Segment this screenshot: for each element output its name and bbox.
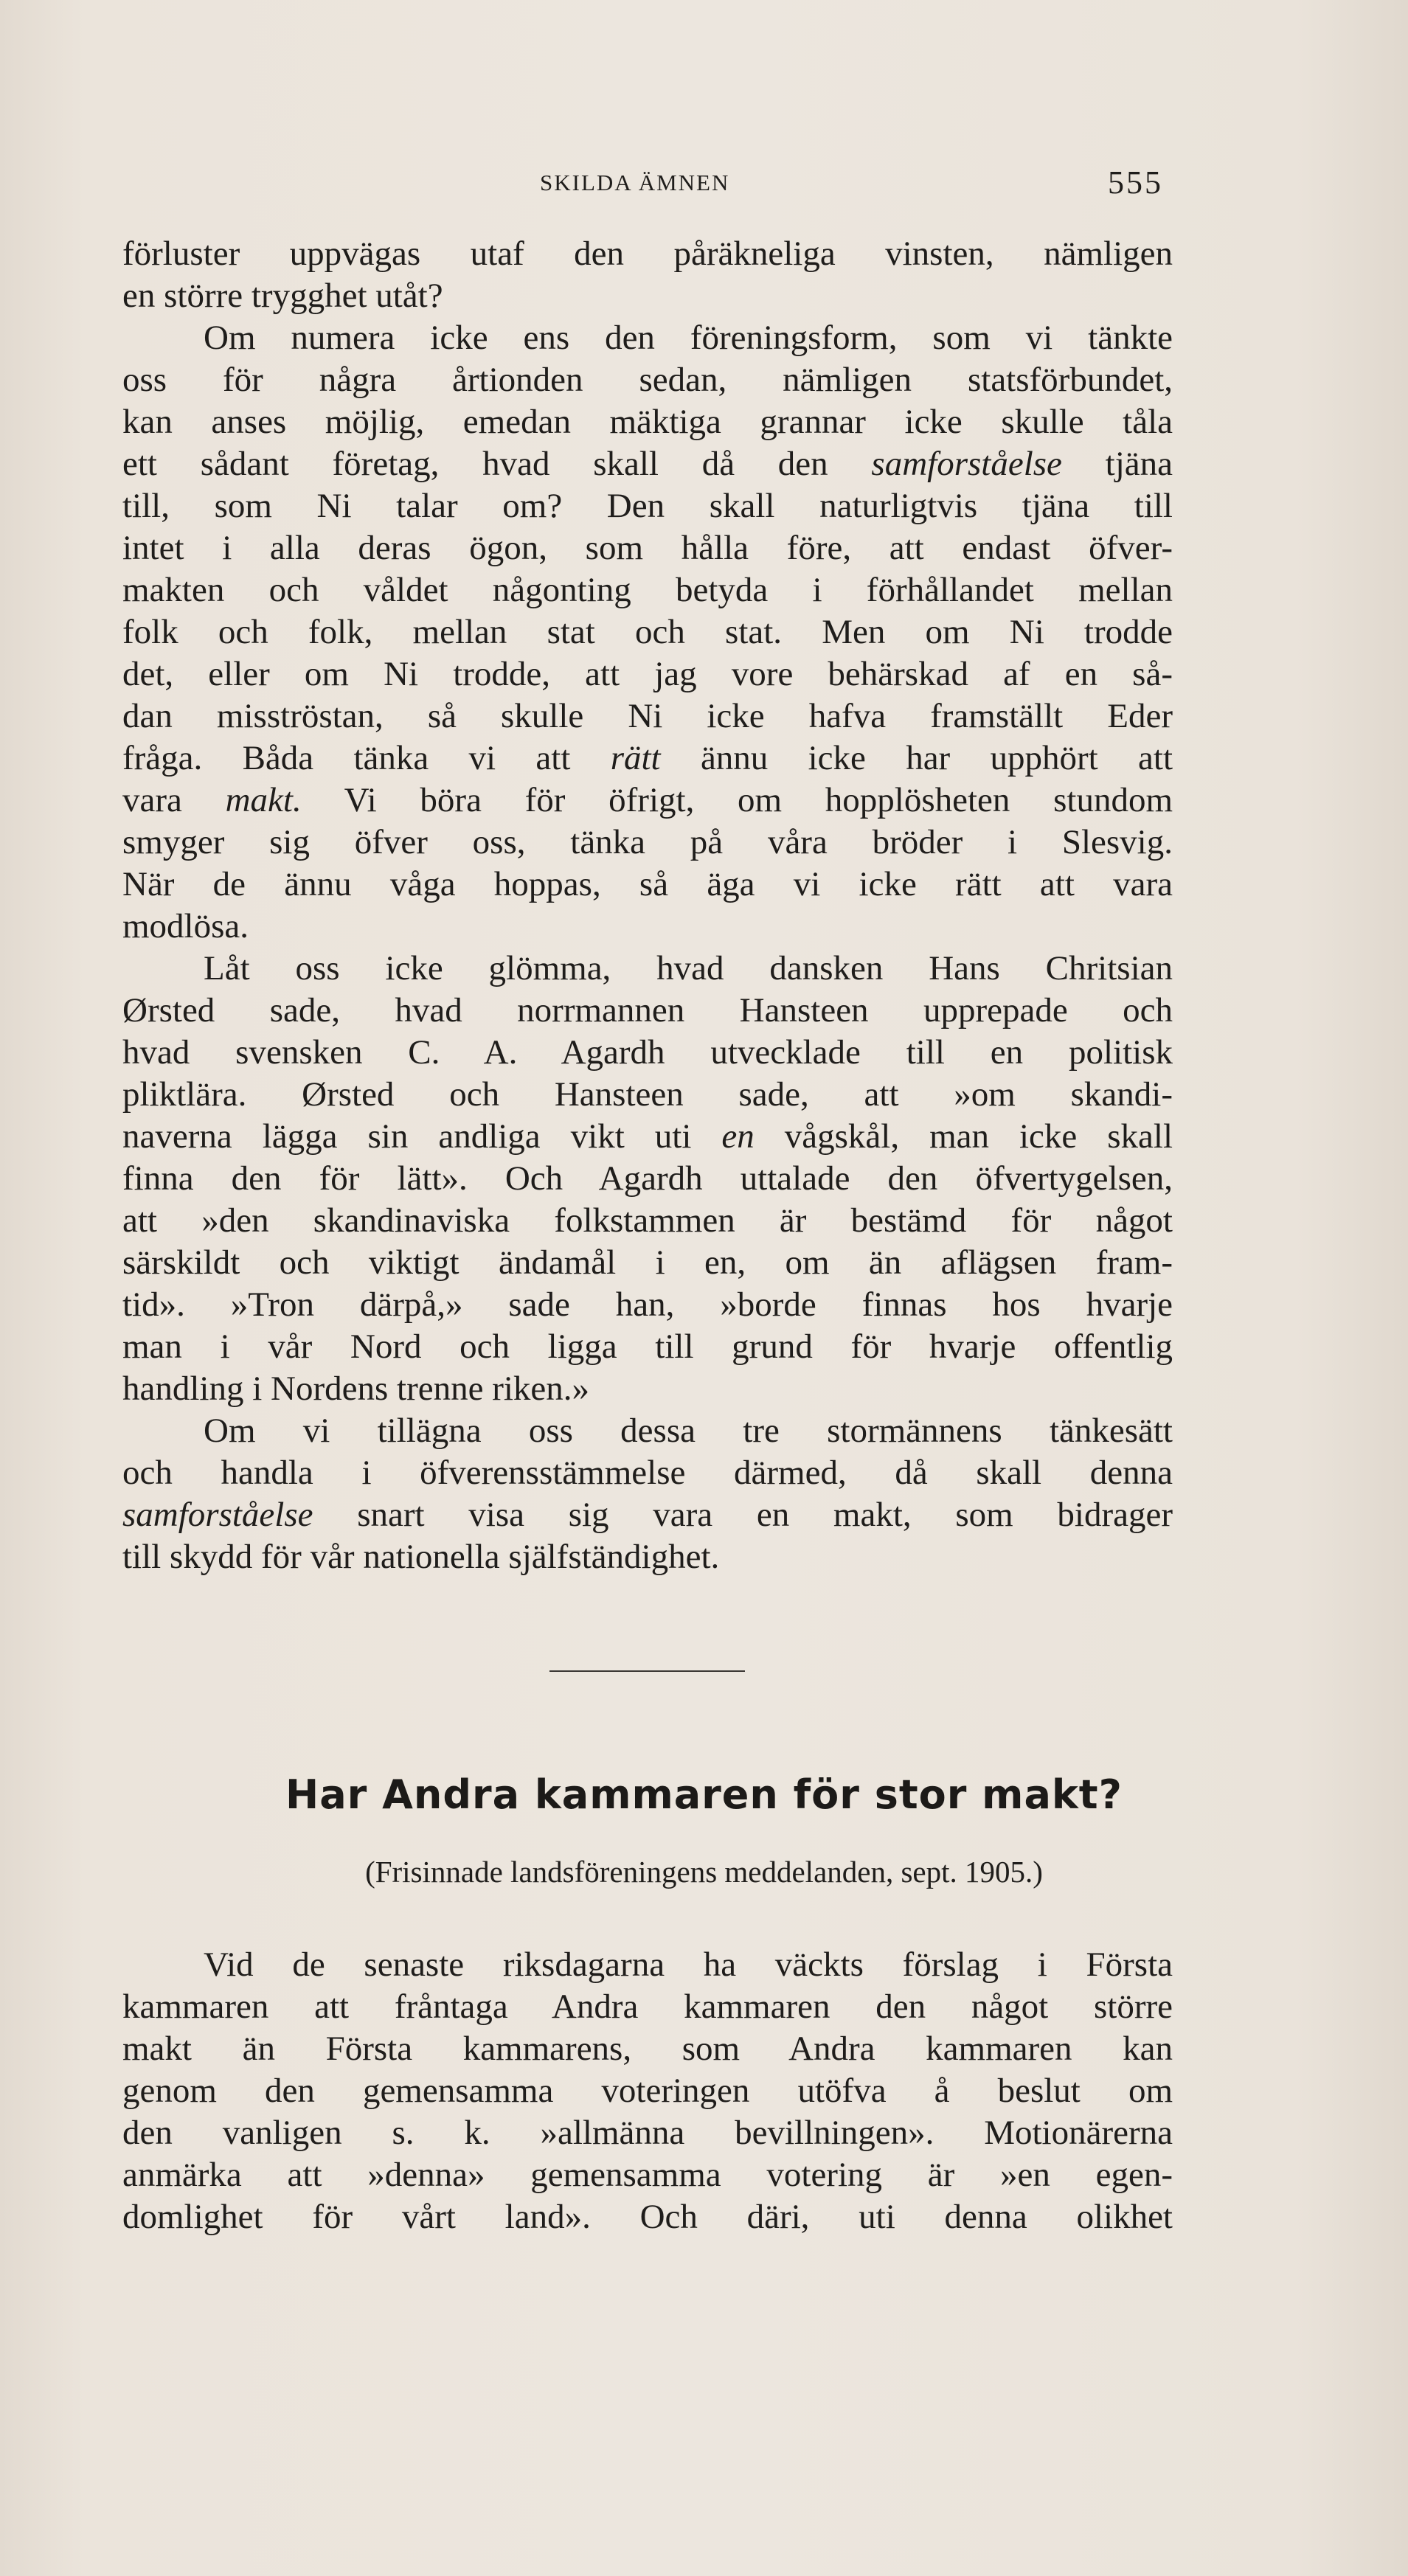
emphasis-text: en xyxy=(721,1117,755,1156)
article-2-heading: Har Andra kammaren för stor makt? xyxy=(285,1771,1123,1818)
text-line: Om vi tillägna oss dessa tre stormännens tänkesätt xyxy=(204,1412,1173,1450)
text-line: en större trygghet utåt? xyxy=(122,277,443,315)
article-2-body xyxy=(122,1944,1173,2238)
text-line xyxy=(122,737,1173,780)
text-line: särskildt och viktigt ändamål i en, om än aflägsen fram- xyxy=(122,1243,1173,1282)
text-span: ännu icke har upphört att xyxy=(700,739,1173,777)
text-line: Låt oss icke glömma, hvad dansken Hans Chritsian xyxy=(204,949,1173,987)
text-line: intet i alla deras ögon, som hålla före, att endast öfver- xyxy=(122,529,1173,567)
section-divider xyxy=(549,1670,745,1672)
text-line: till, som Ni talar om? Den skall naturligtvis tjäna till xyxy=(122,487,1173,525)
text-span: naverna lägga sin andliga vikt uti xyxy=(122,1117,692,1156)
text-span: fråga. Båda tänka vi att xyxy=(122,739,571,777)
running-title: SKILDA ÄMNEN xyxy=(540,170,730,195)
text-line: Ørsted sade, hvad norrmannen Hansteen upprepade och xyxy=(122,991,1173,1030)
text-line: finna den för lätt». Och Agardh uttalade den öfvertygelsen, xyxy=(122,1159,1173,1198)
article-1-body xyxy=(122,233,1173,1578)
text-span: vara xyxy=(122,781,182,819)
page-number: 555 xyxy=(1108,164,1163,201)
emphasis-text: rätt xyxy=(610,739,661,777)
text-line: oss för några årtionden sedan, nämligen statsförbundet, xyxy=(122,361,1173,399)
text-line: tid». »Tron därpå,» sade han, »borde finnas hos hvarje xyxy=(122,1285,1173,1324)
text-span: ett sådant företag, hvad skall då den xyxy=(122,445,828,483)
text-line: anmärka att »denna» gemensamma votering är »en egen- xyxy=(122,2156,1173,2194)
text-line: pliktlära. Ørsted och Hansteen sade, att »om skandi- xyxy=(122,1075,1173,1114)
text-line: kan anses möjlig, emedan mäktiga grannar icke skulle tåla xyxy=(122,403,1173,441)
text-span: tjäna xyxy=(1105,445,1173,483)
text-line xyxy=(122,1116,1173,1158)
text-line: makt än Första kammarens, som Andra kammaren kan xyxy=(122,2030,1173,2068)
text-line: domlighet för vårt land». Och däri, uti denna olikhet xyxy=(122,2198,1173,2236)
article-2-source-note: (Frisinnade landsföreningens meddelanden, sept. 1905.) xyxy=(365,1855,1043,1889)
text-line xyxy=(122,780,1173,822)
text-line: makten och våldet någonting betyda i förhållandet mellan xyxy=(122,571,1173,609)
text-line: folk och folk, mellan stat och stat. Men om Ni trodde xyxy=(122,613,1173,651)
text-line: att »den skandinaviska folkstammen är bestämd för något xyxy=(122,1201,1173,1240)
text-line: När de ännu våga hoppas, så äga vi icke rätt att vara xyxy=(122,865,1173,903)
text-line: Vid de senaste riksdagarna ha väckts förslag i Första xyxy=(204,1945,1173,1984)
text-line: modlösa. xyxy=(122,907,249,945)
text-line: kammaren att fråntaga Andra kammaren den något större xyxy=(122,1987,1173,2026)
text-line: handling i Nordens trenne riken.» xyxy=(122,1369,590,1408)
text-line: till skydd för vår nationella själfständighet. xyxy=(122,1538,720,1576)
running-header xyxy=(0,164,1408,208)
text-line: man i vår Nord och ligga till grund för hvarje offentlig xyxy=(122,1327,1173,1366)
text-span: vågskål, man icke skall xyxy=(784,1117,1173,1156)
text-line: genom den gemensamma voteringen utöfva å beslut om xyxy=(122,2072,1173,2110)
text-span: Vi böra för öfrigt, om hopplösheten stundom xyxy=(344,781,1173,819)
text-span: snart visa sig vara en makt, som bidrager xyxy=(357,1496,1173,1534)
emphasis-text: samforståelse xyxy=(871,445,1062,483)
text-line: det, eller om Ni trodde, att jag vore behärskad af en så- xyxy=(122,655,1173,693)
text-line: den vanligen s. k. »allmänna bevillningen». Motionärerna xyxy=(122,2114,1173,2152)
text-line xyxy=(122,443,1173,485)
emphasis-text: samforståelse xyxy=(122,1496,313,1534)
emphasis-text: makt. xyxy=(225,781,302,819)
text-line xyxy=(122,1494,1173,1536)
text-line: Om numera icke ens den föreningsform, som vi tänkte xyxy=(204,319,1173,357)
text-line: dan misströstan, så skulle Ni icke hafva framställt Eder xyxy=(122,697,1173,735)
text-line: förluster uppvägas utaf den påräkneliga vinsten, nämligen xyxy=(122,235,1173,273)
text-line: och handla i öfverensstämmelse därmed, då skall denna xyxy=(122,1454,1173,1492)
text-line: hvad svensken C. A. Agardh utvecklade till en politisk xyxy=(122,1033,1173,1072)
text-line: smyger sig öfver oss, tänka på våra bröder i Slesvig. xyxy=(122,823,1173,861)
